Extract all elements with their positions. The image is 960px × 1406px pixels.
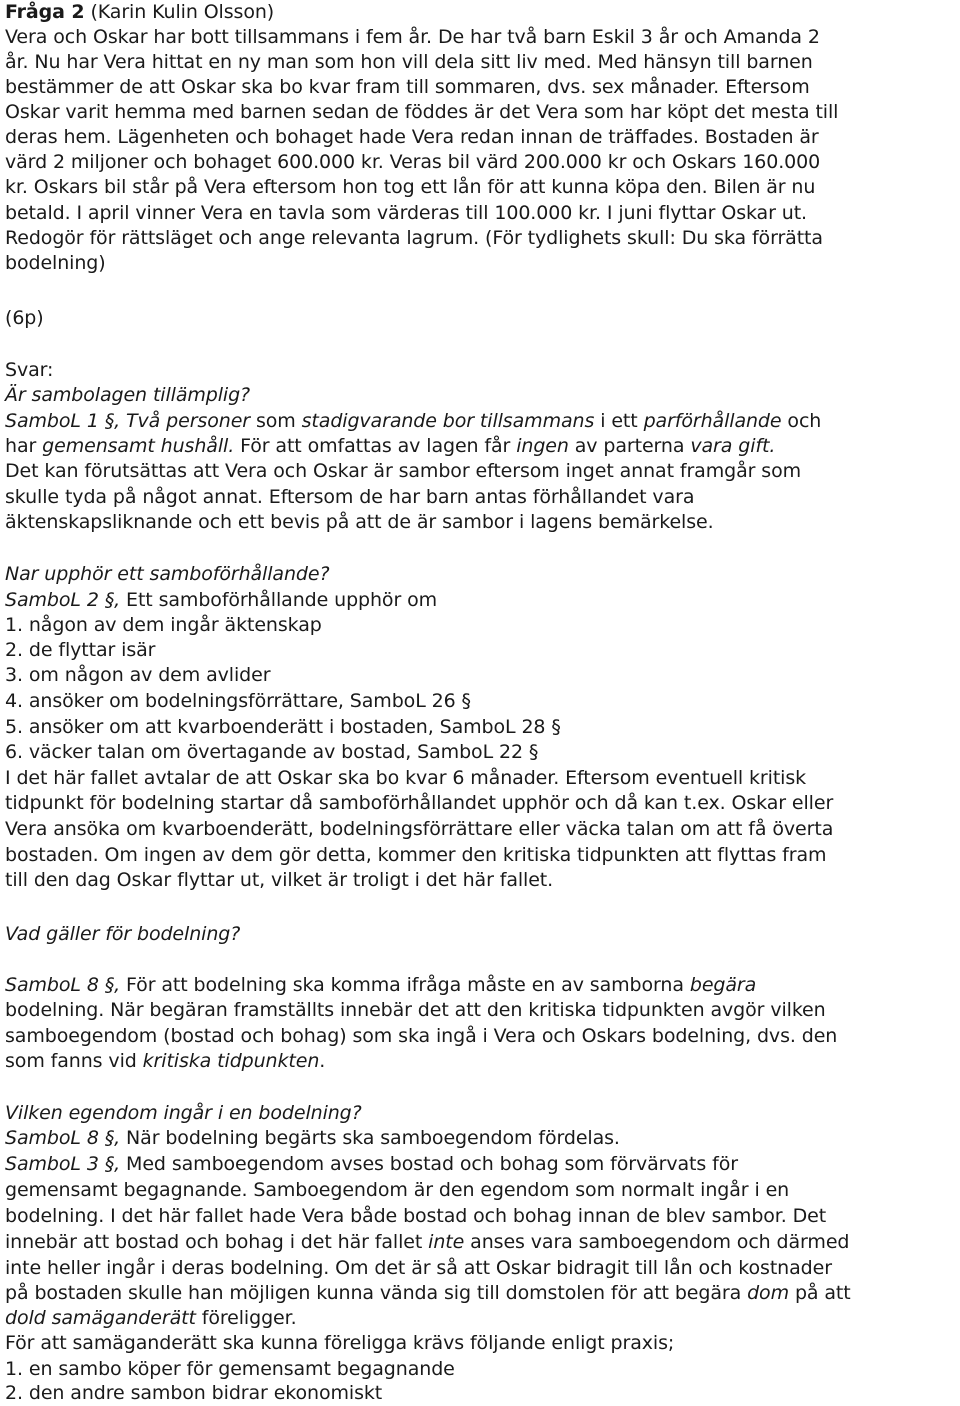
text-run: av parterna — [568, 435, 691, 457]
rich-line — [5, 434, 775, 459]
text-run: bodelning. I det här fallet hade Vera både bostad och bohag innan de blev sambor. Det — [5, 1205, 827, 1227]
answer-label: Svar: — [5, 359, 54, 381]
text-run: och — [781, 410, 822, 432]
question-text-line: bodelning) — [5, 252, 106, 274]
emphasized-text: inte — [428, 1231, 465, 1253]
text-run: För att bodelning ska komma ifråga måste en av samborna — [120, 974, 690, 996]
body-line: skulle tyda på något annat. Eftersom de har barn antas förhållandet vara — [5, 486, 695, 508]
emphasized-text: dom — [747, 1282, 789, 1304]
question-text-line: år. Nu har Vera hittat en ny man som hon vill dela sitt liv med. Med hänsyn till barnen — [5, 51, 813, 73]
question-heading: Fråga 2 — [5, 1, 85, 23]
body-line: bodelning. När begäran framställts innebär det att den kritiska tidpunkten avgör vilken — [5, 999, 826, 1021]
list-item: 3. om någon av dem avlider — [5, 664, 271, 686]
rich-line — [5, 1126, 620, 1151]
emphasized-text: SamboL 1 §, Två personer — [5, 410, 250, 432]
rich-line — [5, 1178, 789, 1203]
rich-line — [5, 1306, 297, 1331]
body-line: äktenskapsliknande och ett bevis på att de är sambor i lagens bemärkelse. — [5, 511, 714, 533]
emphasized-text: SamboL 8 §, — [5, 974, 121, 996]
emphasized-text: begära — [689, 974, 757, 996]
body-line: I det här fallet avtalar de att Oskar ska bo kvar 6 månader. Eftersom eventuell kritisk — [5, 767, 807, 789]
question-text-line: Oskar varit hemma med barnen sedan de föddes är det Vera som har köpt det mesta till — [5, 101, 839, 123]
body-line: till den dag Oskar flyttar ut, vilket är troligt i det här fallet. — [5, 869, 554, 891]
emphasized-text: SamboL 8 §, — [5, 1127, 121, 1149]
rich-line — [5, 1049, 325, 1074]
text-run: gemensamt begagnande. Samboegendom är den egendom som normalt ingår i en — [5, 1179, 790, 1201]
emphasized-text: SamboL 3 §, — [5, 1153, 121, 1175]
body-line: Det kan förutsättas att Vera och Oskar är sambor eftersom inget annat framgår som — [5, 460, 802, 482]
body-line: Vera ansöka om kvarboenderätt, bodelningsförrättare eller väcka talan om att få överta — [5, 818, 834, 840]
text-run: som fanns vid — [5, 1050, 143, 1072]
points-label: (6p) — [5, 307, 44, 329]
text-run: När bodelning begärts ska samboegendom fördelas. — [120, 1127, 620, 1149]
body-line: samboegendom (bostad och bohag) som ska ingå i Vera och Oskars bodelning, dvs. den — [5, 1025, 838, 1047]
question-title-line — [5, 0, 274, 25]
list-item: 6. väcker talan om övertagande av bostad, SamboL 22 § — [5, 741, 539, 763]
rich-line — [5, 409, 821, 434]
section-heading: Vilken egendom ingår i en bodelning? — [5, 1102, 362, 1124]
text-run: inte heller ingår i deras bodelning. Om det är så att Oskar bidragit till lån och kostnader — [5, 1257, 832, 1279]
question-text-line: kr. Oskars bil står på Vera eftersom hon tog ett lån för att kunna köpa den. Bilen är nu — [5, 176, 816, 198]
rich-line — [5, 1256, 832, 1281]
emphasized-text: dold samäganderätt — [5, 1307, 196, 1329]
question-author: (Karin Kulin Olsson) — [84, 1, 275, 23]
emphasized-text: stadigvarande bor tillsammans — [301, 410, 595, 432]
body-line: bostaden. Om ingen av dem gör detta, kommer den kritiska tidpunkten att flyttas fram — [5, 844, 827, 866]
emphasized-text: kritiska tidpunkten — [142, 1050, 320, 1072]
section-heading: Vad gäller för bodelning? — [5, 923, 241, 945]
rule-line — [5, 588, 437, 613]
list-item: 1. någon av dem ingår äktenskap — [5, 614, 322, 636]
text-run: på att — [789, 1282, 851, 1304]
section-heading: Nar upphör ett samboförhållande? — [5, 563, 330, 585]
list-item: 1. en sambo köper för gemensamt begagnande — [5, 1358, 455, 1380]
text-run: anses vara samboegendom och därmed — [464, 1231, 850, 1253]
rich-line — [5, 1331, 674, 1356]
text-run: För att samäganderätt ska kunna föreligga krävs följande enligt praxis; — [5, 1332, 675, 1354]
emphasized-text: gemensamt hushåll. — [42, 435, 235, 457]
question-text-line: deras hem. Lägenheten och bohaget hade Vera redan innan de träffades. Bostaden är — [5, 126, 819, 148]
law-reference: SamboL 2 §, — [5, 589, 121, 611]
list-item: 4. ansöker om bodelningsförrättare, SamboL 26 § — [5, 690, 471, 712]
emphasized-text: parförhållande — [643, 410, 782, 432]
question-text-line: Redogör för rättsläget och ange relevanta lagrum. (För tydlighets skull: Du ska förrätta — [5, 227, 823, 249]
question-text-line: värd 2 miljoner och bohaget 600.000 kr. Veras bil värd 200.000 kr och Oskars 160.000 — [5, 151, 821, 173]
text-run: har — [5, 435, 43, 457]
question-text-line: bestämmer de att Oskar ska bo kvar fram till sommaren, dvs. sex månader. Eftersom — [5, 76, 810, 98]
list-item: 2. den andre sambon bidrar ekonomiskt — [5, 1382, 383, 1404]
emphasized-text: vara gift. — [690, 435, 776, 457]
text-run: För att omfattas av lagen får — [234, 435, 517, 457]
rich-line — [5, 1152, 738, 1177]
list-item: 5. ansöker om att kvarboenderätt i bostaden, SamboL 28 § — [5, 716, 561, 738]
text-run: Med samboegendom avses bostad och bohag som förvärvats för — [120, 1153, 738, 1175]
rich-line — [5, 1204, 826, 1229]
rich-line — [5, 973, 756, 998]
text-run: som — [250, 410, 302, 432]
rich-line — [5, 1230, 849, 1255]
text-run: innebär att bostad och bohag i det här fallet — [5, 1231, 429, 1253]
question-text-line: Vera och Oskar har bott tillsammans i fem år. De har två barn Eskil 3 år och Amanda 2 — [5, 26, 820, 48]
rule-text: Ett samboförhållande upphör om — [120, 589, 438, 611]
body-line: tidpunkt för bodelning startar då samboförhållandet upphör och då kan t.ex. Oskar eller — [5, 792, 834, 814]
text-run: på bostaden skulle han möjligen kunna vända sig till domstolen för att begära — [5, 1282, 748, 1304]
section-heading: Är sambolagen tillämplig? — [5, 384, 251, 406]
emphasized-text: ingen — [516, 435, 569, 457]
text-run: . — [319, 1050, 326, 1072]
text-run: föreligger. — [195, 1307, 297, 1329]
rich-line — [5, 1281, 851, 1306]
text-run: i ett — [594, 410, 644, 432]
question-text-line: betald. I april vinner Vera en tavla som värderas till 100.000 kr. I juni flyttar Oskar ut. — [5, 202, 807, 224]
list-item: 2. de flyttar isär — [5, 639, 156, 661]
